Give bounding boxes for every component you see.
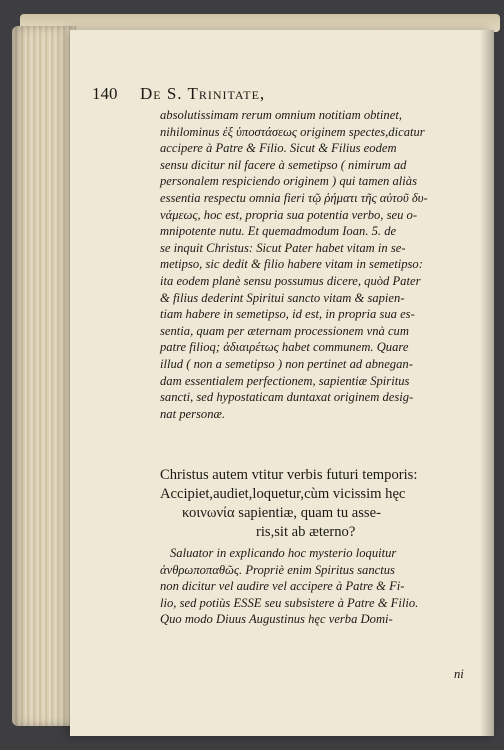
- paragraph-answer-2: [160, 545, 486, 628]
- question-line: Christus autem vtitur verbis futuri temporis:: [160, 467, 418, 483]
- text-line: personalem respiciendo originem ) qui tamen aliàs: [160, 174, 417, 189]
- text-line: νάμεως, hoc est, propria sua potentia verbo, seu o-: [160, 207, 418, 222]
- text-line: metipso, sic dedit & filio habere vitam in semetipso:: [160, 257, 423, 272]
- text-line: non dicitur vel audire vel accipere à Patre & Fi-: [160, 579, 405, 594]
- text-line: dam essentialem perfectionem, sapientiæ Spiritus: [160, 373, 410, 388]
- text-line: patre filioq; ἀδιαιρέτως habet communem. Quare: [160, 340, 409, 355]
- page-header: [92, 84, 482, 108]
- text-line: Quo modo Diuus Augustinus hęc verba Domi-: [160, 612, 393, 627]
- text-line: tiam habere in semetipso, id est, in propria sua es-: [160, 307, 415, 322]
- text-line: essentia respectu omnia fieri τῷ ῥήματι τῆς αὐτοῦ δυ-: [160, 190, 428, 205]
- stacked-page-edges: [12, 26, 76, 726]
- question-line: κοινωνία sapientiæ, quam tu asse-: [182, 505, 381, 521]
- text-line: sancti, sed hypostaticam duntaxat originem desig-: [160, 390, 414, 405]
- catchword: ni: [454, 667, 464, 681]
- text-line: sensu dicitur nil facere à semetipso ( nimirum ad: [160, 157, 407, 172]
- text-line: mnipotente nutu. Et quemadmodum Ioan. 5. de: [160, 224, 397, 239]
- text-line: se inquit Christus: Sicut Pater habet vitam in se-: [160, 240, 406, 255]
- text-line: ἀνθρωποπαθῶς. Propriè enim Spiritus sanctus: [160, 562, 395, 577]
- text-line: illud ( non a semetipso ) non pertinet ad abnegan-: [160, 356, 413, 371]
- text-line: nihilominus ἐξ ὑποστάσεως originem spectes,dicatur: [160, 124, 425, 139]
- running-head: De S. Trinitate,: [140, 84, 266, 103]
- question-line: ris,sit ab æterno?: [256, 524, 356, 540]
- paragraph-answer-1: [160, 107, 486, 422]
- text-line: sentia, quam per æternam processionem vnà cum: [160, 323, 409, 338]
- text-line: absolutissimam rerum omnium notitiam obtinet,: [160, 108, 402, 122]
- question-paragraph: [160, 466, 486, 542]
- text-line: accipere à Patre & Filio. Sicut & Filius eodem: [160, 141, 397, 156]
- page-number: 140: [92, 84, 118, 103]
- text-line: & filius dederint Spiritui sancto vitam & sapien-: [160, 290, 405, 305]
- text-line: Saluator in explicando hoc mysterio loquitur: [170, 546, 397, 560]
- text-line: nat personæ.: [160, 406, 226, 421]
- question-line: Accipiet,audiet,loquetur,cùm vicissim hęc: [160, 486, 406, 502]
- text-line: lio, sed potiùs ESSE seu subsistere à Patre & Filio.: [160, 595, 419, 610]
- text-line: ita eodem planè sensu possumus dicere, quòd Pater: [160, 273, 421, 288]
